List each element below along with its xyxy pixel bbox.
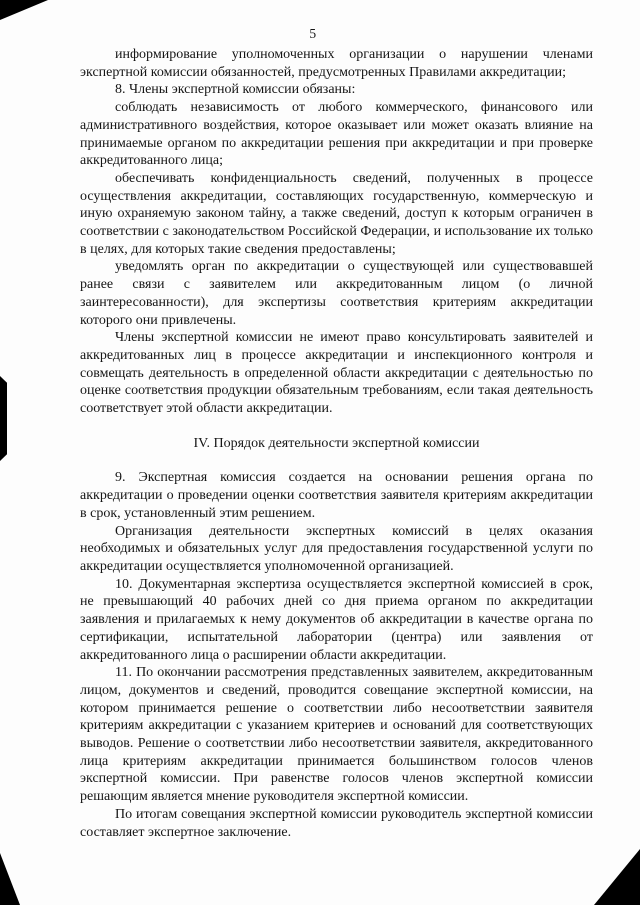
scan-artifact-top-left [0, 0, 48, 20]
scan-artifact-bottom-left [0, 853, 20, 905]
scan-artifact-bottom-right [594, 849, 640, 905]
paragraph: По итогам совещания экспертной комиссии руководитель экспертной комиссии составляет экспертное заключение. [80, 806, 593, 840]
page-number: 5 [309, 26, 317, 41]
paragraph: обеспечивать конфиденциальность сведений, полученных в процессе осуществления аккредитации, составляющих государственную, коммерческую и иную охраняемую законом тайну, а также сведений, доступ к которым ограничен в соответствии с законодательством Российской Федерации, и использование их только в целях, для которых такие сведения предоставлены; [80, 170, 593, 257]
paragraph: Члены экспертной комиссии не имеют право консультировать заявителей и аккредитованных лиц в процессе аккредитации и инспекционного контроля и совмещать деятельность в определенной области аккредитации с деятельностью по оценке соответствия продукции обязательным требованиям, если такая деятельность соответствует этой области аккредитации. [80, 330, 593, 417]
paragraph: информирование уполномоченных организации о нарушении членами экспертной комиссии обязанностей, предусмотренных Правилами аккредитации; [80, 47, 593, 80]
paragraph: 11. По окончании рассмотрения представленных заявителем, аккредитованным лицом, документов и сведений, проводится совещание экспертной комиссии, на котором принимается решение о соответствии либо несоответствии заявителя критериям аккредитации с указанием критериев и оснований для соответствующих выводов. Решение о соответствии либо несоответствии заявителя, аккредитованного лица критериям аккредитации принимается большинством голосов членов экспертной комиссии. При равенстве голосов членов экспертной комиссии решающим является мнение руководителя экспертной комиссии. [80, 665, 593, 805]
document-body [80, 46, 593, 841]
paragraph: 8. Члены экспертной комиссии обязаны: [115, 82, 356, 98]
section-heading: IV. Порядок деятельности экспертной комиссии [193, 435, 480, 451]
scan-artifact-left-edge [0, 376, 7, 461]
paragraph: 10. Документарная экспертиза осуществляется экспертной комиссией в срок, не превышающий 40 рабочих дней со дня приема органом по аккредитации заявления и прилагаемых к нему документов об аккредитации в качестве органа по сертификации, испытательной лаборатории (центра) или заявления от аккредитованного лица о расширении области аккредитации. [80, 576, 593, 663]
paragraph: соблюдать независимость от любого коммерческого, финансового или административного воздействия, которое оказывает или может оказать влияние на принимаемые органом по аккредитации решения при аккредитации и при проверке аккредитованного лица; [80, 100, 593, 169]
paragraph: Организация деятельности экспертных комиссий в целях оказания необходимых и обязательных услуг для предоставления государственной услуги по аккредитации осуществляется уполномоченной организацией. [80, 523, 593, 574]
paragraph: 9. Экспертная комиссия создается на основании решения органа по аккредитации о проведении оценки соответствия заявителя критериям аккредитации в срок, установленный этим решением. [80, 470, 593, 521]
paragraph: уведомлять орган по аккредитации о существующей или существовавшей ранее связи с заявителем или аккредитованным лицом (о личной заинтересованности), для экспертизы соответствия критериям аккредитации которого они привлечены. [80, 259, 593, 328]
